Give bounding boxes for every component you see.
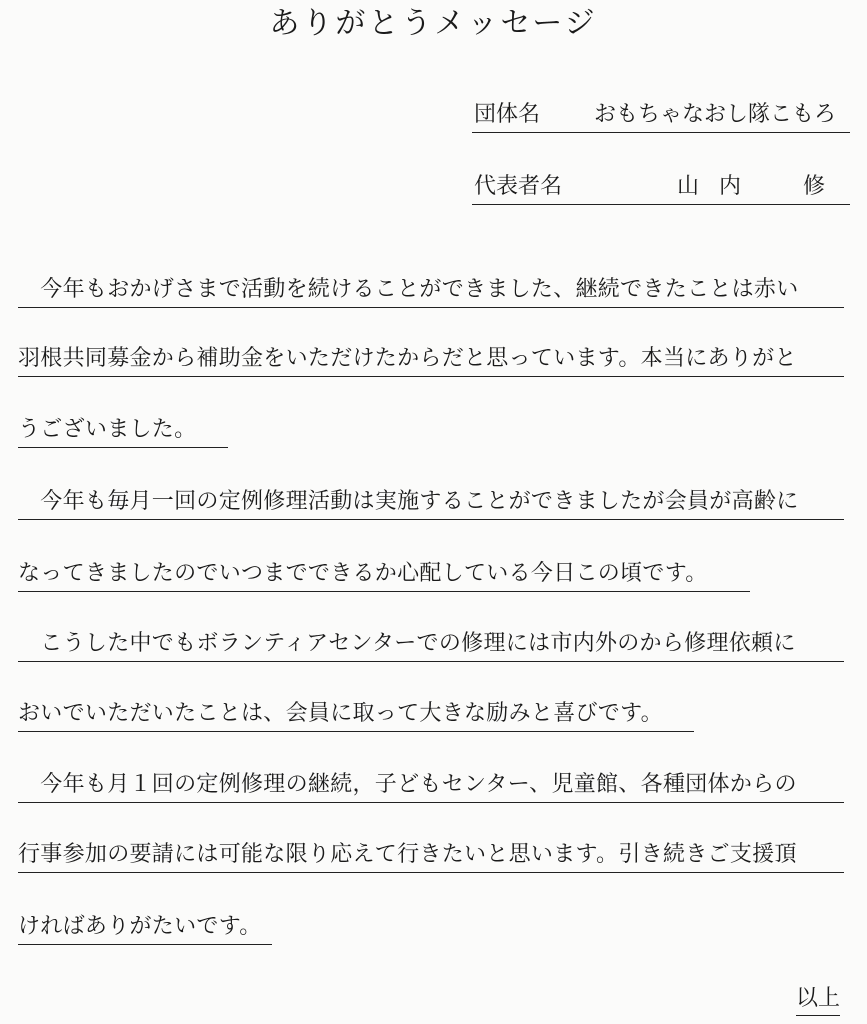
body-line: 今年も月１回の定例修理の継続，子どもセンター、児童館、各種団体からの: [18, 768, 844, 803]
body-line: こうした中でもボランティアセンターでの修理には市内外のから修理依頼に: [18, 627, 844, 662]
representative-label: 代表者名: [474, 174, 563, 199]
body-line: 今年も毎月一回の定例修理活動は実施することができましたが会員が高齢に: [18, 485, 844, 520]
representative-field: [472, 170, 850, 205]
organization-label: 団体名: [474, 102, 541, 127]
body-line: おいでいただいたことは、会員に取って大きな励みと喜びです。: [18, 697, 694, 732]
body-line: 羽根共同募金から補助金をいただけたからだと思っています。本当にありがと: [18, 342, 844, 377]
document-title: ありがとうメッセージ: [269, 6, 598, 41]
body-line: 行事参加の要請には可能な限り応えて行きたいと思います。引き続きご支援頂: [18, 838, 844, 873]
body-line: ければありがたいです。: [18, 910, 272, 945]
body-line: なってきましたのでいつまでできるか心配している今日この頃です。: [18, 557, 750, 592]
organization-name: おもちゃなおし隊こもろ: [594, 102, 837, 127]
closing-mark: 以上: [796, 983, 840, 1016]
organization-field: [472, 98, 850, 133]
representative-name: 山内 修: [677, 174, 846, 199]
body-line: うございました。: [18, 413, 228, 448]
body-line: 今年もおかげさまで活動を続けることができました、継続できたことは赤い: [18, 273, 844, 308]
